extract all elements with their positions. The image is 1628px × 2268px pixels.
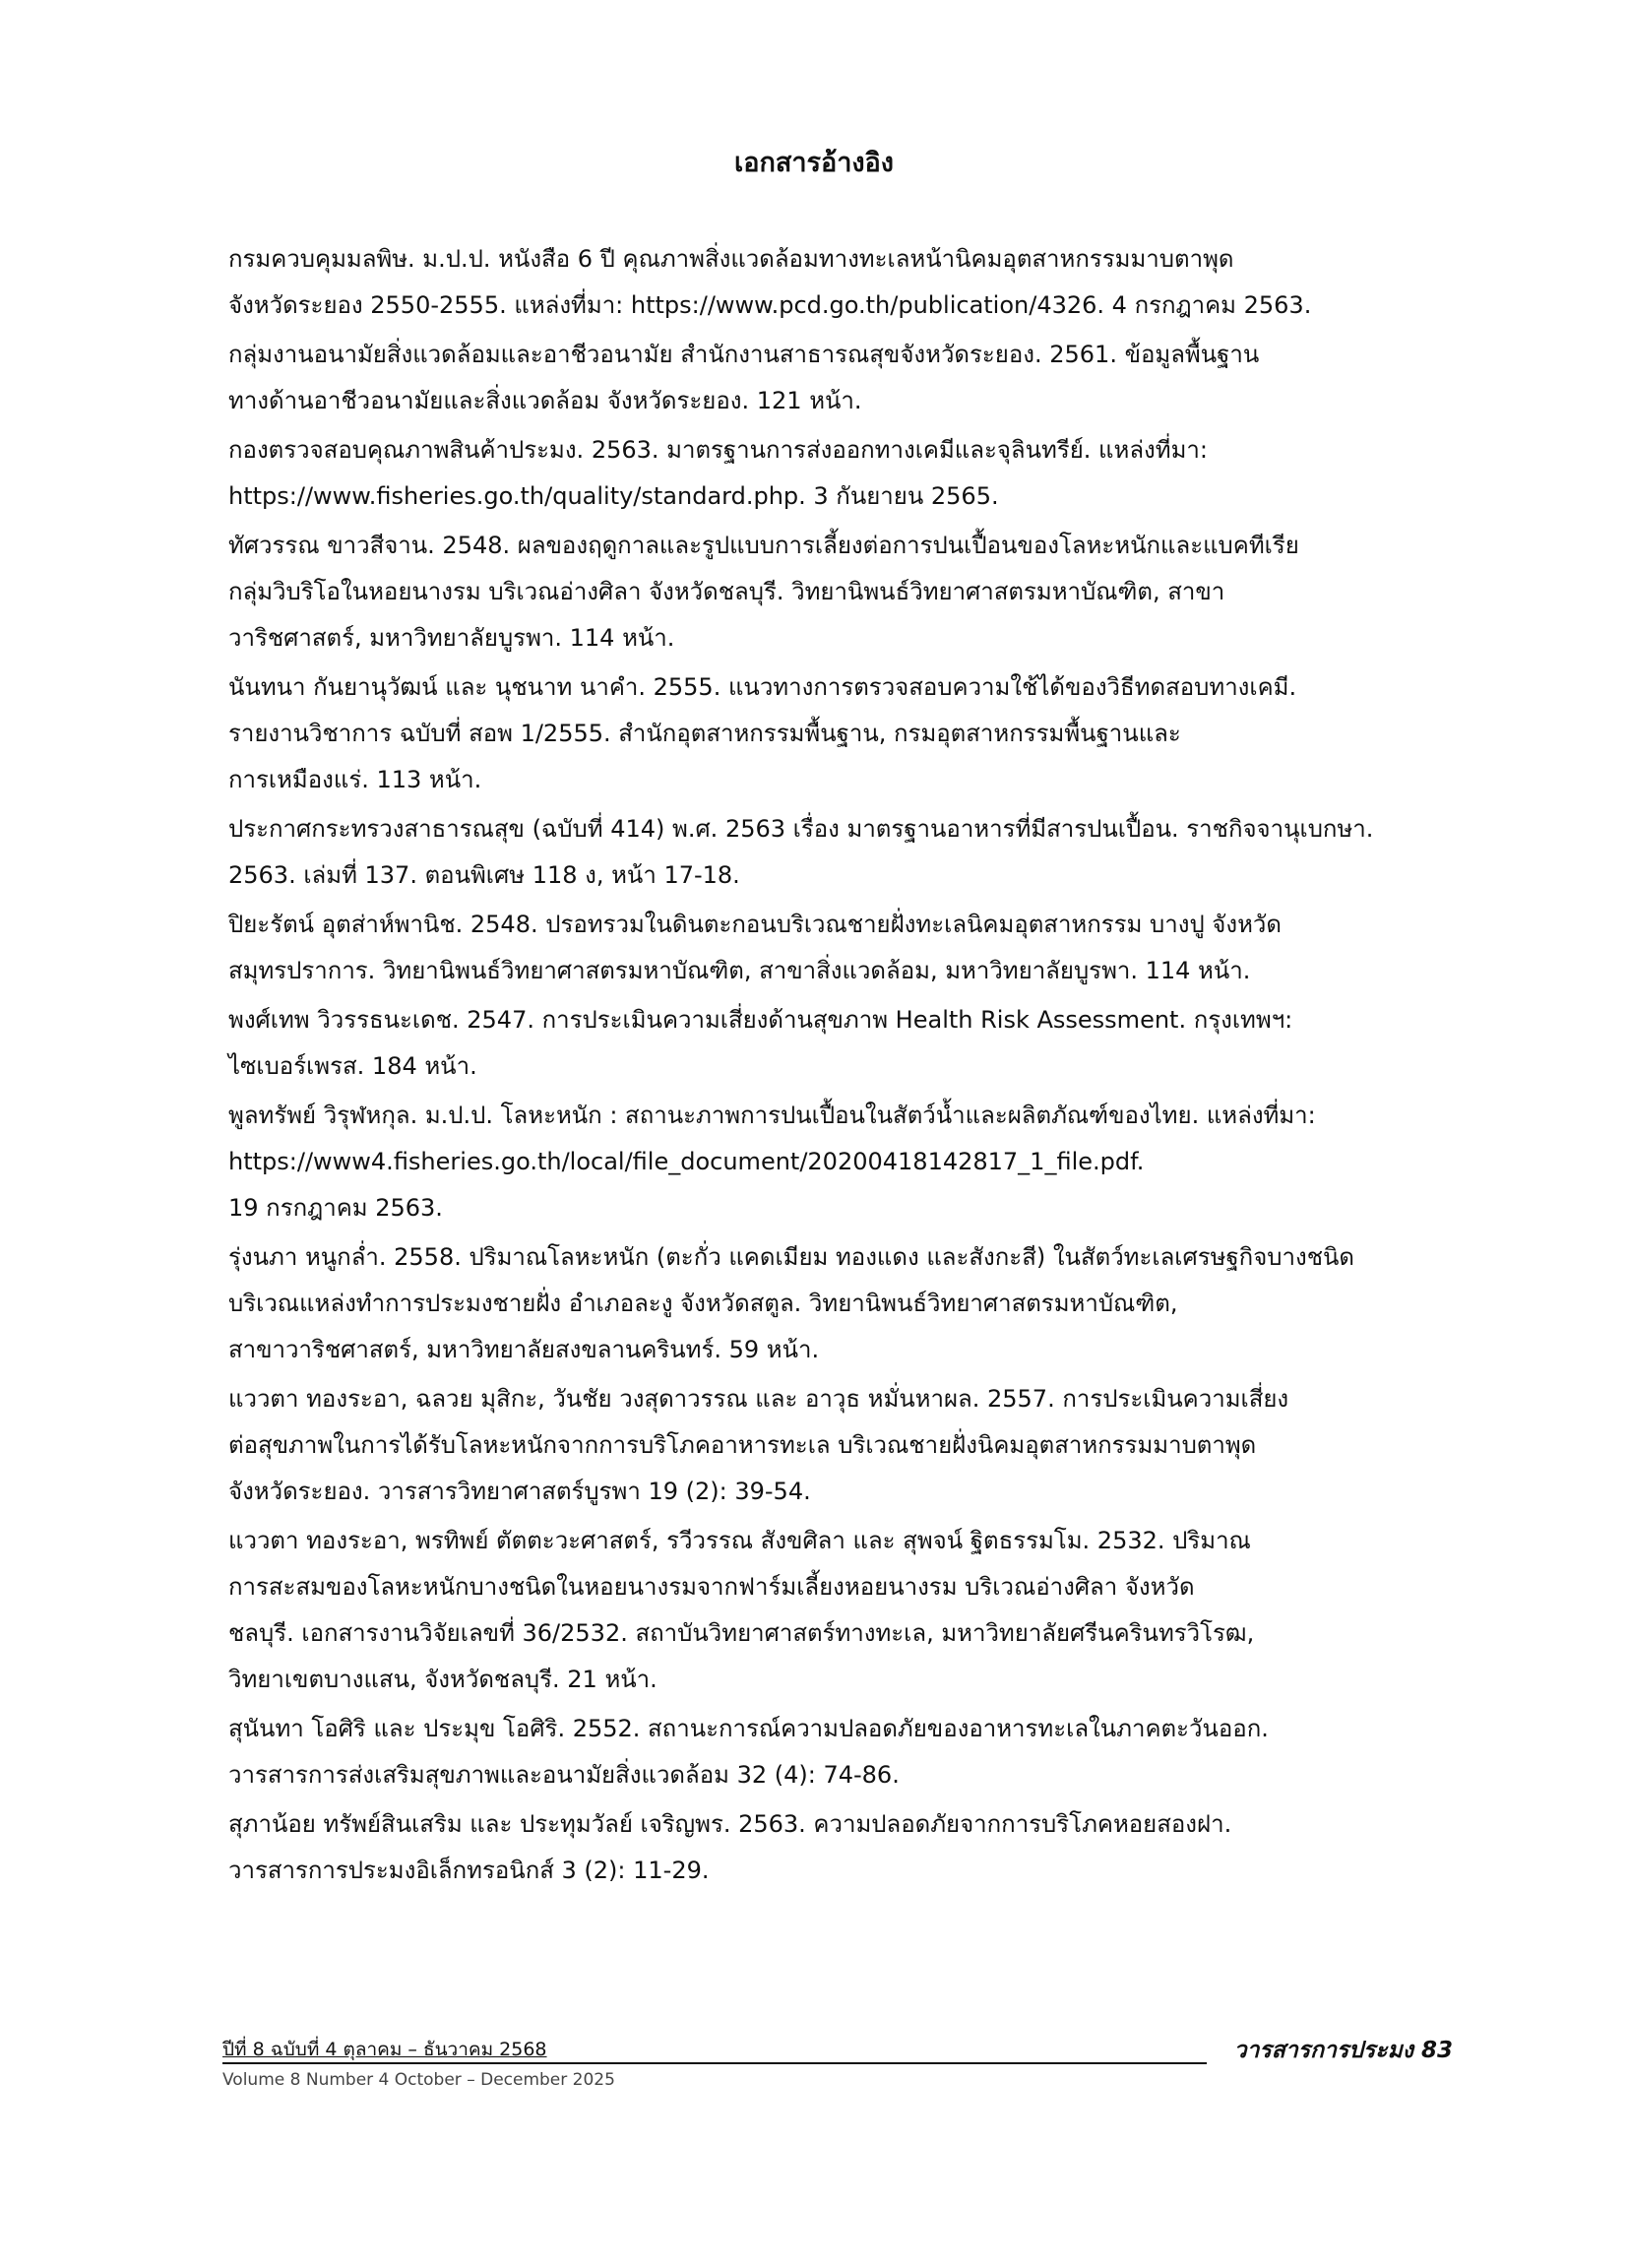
reference-line: การเหมืองแร่. 113 หน้า. [228,766,482,793]
reference-line: รุ่งนภา หนูกล่ำ. 2558. ปริมาณโลหะหนัก (ตะกั่ว แคดเมียม ทองแดง และสังกะสี) ในสัตว์ทะเลเศรษฐกิจบางชนิด [228,1243,1354,1271]
reference-line: ปิยะรัตน์ อุตส่าห์พานิช. 2548. ปรอทรวมในดินตะกอนบริเวณชายฝั่งทะเลนิคมอุตสาหกรรม บางปู จังหวัด [228,911,1282,938]
reference-line: กลุ่มงานอนามัยสิ่งแวดล้อมและอาชีวอนามัย สำนักงานสาธารณสุขจังหวัดระยอง. 2561. ข้อมูลพื้นฐาน [228,341,1260,368]
reference-entry [228,1376,1449,1515]
reference-line: ทางด้านอาชีวอนามัยและสิ่งแวดล้อม จังหวัดระยอง. 121 หน้า. [228,387,862,414]
reference-line: 19 กรกฎาคม 2563. [228,1194,443,1222]
reference-entry [228,664,1449,803]
reference-line: https://www4.fisheries.go.th/local/file_document/20200418142817_1_file.pdf. [228,1148,1145,1175]
reference-entry [228,427,1449,520]
reference-entry [228,902,1449,994]
reference-line: วารสารการประมงอิเล็กทรอนิกส์ 3 (2): 11-29. [228,1857,710,1884]
reference-line: บริเวณแหล่งทำการประมงชายฝั่ง อำเภอละงู จังหวัดสตูล. วิทยานิพนธ์วิทยาศาสตรมหาบัณฑิต, [228,1290,1178,1317]
reference-line: กรมควบคุมมลพิษ. ม.ป.ป. หนังสือ 6 ปี คุณภาพสิ่งแวดล้อมทางทะเลหน้านิคมอุตสาหกรรมมาบตาพุด [228,245,1234,273]
reference-line: สุภาน้อย ทรัพย์สินเสริม และ ประทุมวัลย์ เจริญพร. 2563. ความปลอดภัยจากการบริโภคหอยสองฝา. [228,1810,1232,1838]
reference-line: https://www.fisheries.go.th/quality/standard.php. 3 กันยายน 2565. [228,482,999,510]
reference-entry [228,1518,1449,1703]
footer-journal-page: วารสารการประมง 83 [1233,2038,1453,2063]
reference-line: กลุ่มวิบริโอในหอยนางรม บริเวณอ่างศิลา จังหวัดชลบุรี. วิทยานิพนธ์วิทยาศาสตรมหาบัณฑิต, สาขา [228,578,1225,605]
reference-line: สมุทรปราการ. วิทยานิพนธ์วิทยาศาสตรมหาบัณฑิต, สาขาสิ่งแวดล้อม, มหาวิทยาลัยบูรพา. 114 หน้า. [228,957,1251,984]
reference-entry [228,1234,1449,1373]
footer-rule [222,2062,1207,2064]
reference-line: แววตา ทองระอา, ฉลวย มุสิกะ, วันชัย วงสุดาวรรณ และ อาวุธ หมั่นหาผล. 2557. การประเมินความเสี่ยง [228,1385,1289,1413]
reference-entry [228,1801,1449,1894]
reference-line: ประกาศกระทรวงสาธารณสุข (ฉบับที่ 414) พ.ศ. 2563 เรื่อง มาตรฐานอาหารที่มีสารปนเปื้อน. ราชกิจจานุเบกษา. [228,815,1374,843]
reference-entry [228,806,1449,899]
reference-line: ชลบุรี. เอกสารงานวิจัยเลขที่ 36/2532. สถาบันวิทยาศาสตร์ทางทะเล, มหาวิทยาลัยศรีนครินทรวิโรฒ, [228,1619,1255,1647]
reference-line: พงศ์เทพ วิวรรธนะเดช. 2547. การประเมินความเสี่ยงด้านสุขภาพ Health Risk Assessment. กรุงเทพฯ: [228,1006,1293,1034]
reference-line: พูลทรัพย์ วิรุฬหกุล. ม.ป.ป. โลหะหนัก : สถานะภาพการปนเปื้อนในสัตว์น้ำและผลิตภัณฑ์ของไทย. แหล่งที่มา: [228,1102,1316,1129]
reference-entry [228,1706,1449,1798]
reference-line: การสะสมของโลหะหนักบางชนิดในหอยนางรมจากฟาร์มเลี้ยงหอยนางรม บริเวณอ่างศิลา จังหวัด [228,1573,1195,1601]
page-footer [222,2036,1453,2105]
reference-line: สุนันทา โอศิริ และ ประมุข โอศิริ. 2552. สถานะการณ์ความปลอดภัยของอาหารทะเลในภาคตะวันออก. [228,1715,1269,1742]
references-list [228,236,1449,1897]
reference-line: แววตา ทองระอา, พรทิพย์ ตัตตะวะศาสตร์, รวีวรรณ สังขศิลา และ สุพจน์ ฐิตธรรมโม. 2532. ปริมาณ [228,1527,1251,1554]
reference-line: วารสารการส่งเสริมสุขภาพและอนามัยสิ่งแวดล้อม 32 (4): 74-86. [228,1761,900,1789]
footer-issue-english: Volume 8 Number 4 October – December 2025 [222,2070,615,2090]
reference-line: วาริชศาสตร์, มหาวิทยาลัยบูรพา. 114 หน้า. [228,624,675,652]
reference-line: ต่อสุขภาพในการได้รับโลหะหนักจากการบริโภคอาหารทะเล บริเวณชายฝั่งนิคมอุตสาหกรรมมาบตาพุด [228,1431,1257,1459]
reference-line: วิทยาเขตบางแสน, จังหวัดชลบุรี. 21 หน้า. [228,1666,657,1693]
reference-entry [228,523,1449,662]
footer-issue-thai: ปีที่ 8 ฉบับที่ 4 ตุลาคม – ธันวาคม 2568 [222,2039,547,2060]
reference-line: รายงานวิชาการ ฉบับที่ สอพ 1/2555. สำนักอุตสาหกรรมพื้นฐาน, กรมอุตสาหกรรมพื้นฐานและ [228,720,1181,747]
reference-line: จังหวัดระยอง. วารสารวิทยาศาสตร์บูรพา 19 (2): 39-54. [228,1478,811,1505]
reference-line: ทัศวรรณ ขาวสีจาน. 2548. ผลของฤดูกาลและรูปแบบการเลี้ยงต่อการปนเปื้อนของโลหะหนักและแบคทีเรีย [228,532,1299,559]
reference-line: ไซเบอร์เพรส. 184 หน้า. [228,1052,477,1080]
reference-line: จังหวัดระยอง 2550-2555. แหล่งที่มา: https://www.pcd.go.th/publication/4326. 4 กรกฎาคม 2563. [228,291,1312,319]
reference-line: สาขาวาริชศาสตร์, มหาวิทยาลัยสงขลานครินทร์. 59 หน้า. [228,1336,820,1363]
reference-line: กองตรวจสอบคุณภาพสินค้าประมง. 2563. มาตรฐานการส่งออกทางเคมีและจุลินทรีย์. แหล่งที่มา: [228,436,1208,464]
reference-line: 2563. เล่มที่ 137. ตอนพิเศษ 118 ง, หน้า 17-18. [228,861,740,889]
page-title: เอกสารอ้างอิง [734,148,894,178]
reference-entry [228,332,1449,424]
reference-entry [228,1093,1449,1231]
reference-entry [228,236,1449,329]
reference-entry [228,997,1449,1090]
reference-line: นันทนา กันยานุวัฒน์ และ นุชนาท นาคำ. 2555. แนวทางการตรวจสอบความใช้ได้ของวิธีทดสอบทางเคมี. [228,673,1297,701]
